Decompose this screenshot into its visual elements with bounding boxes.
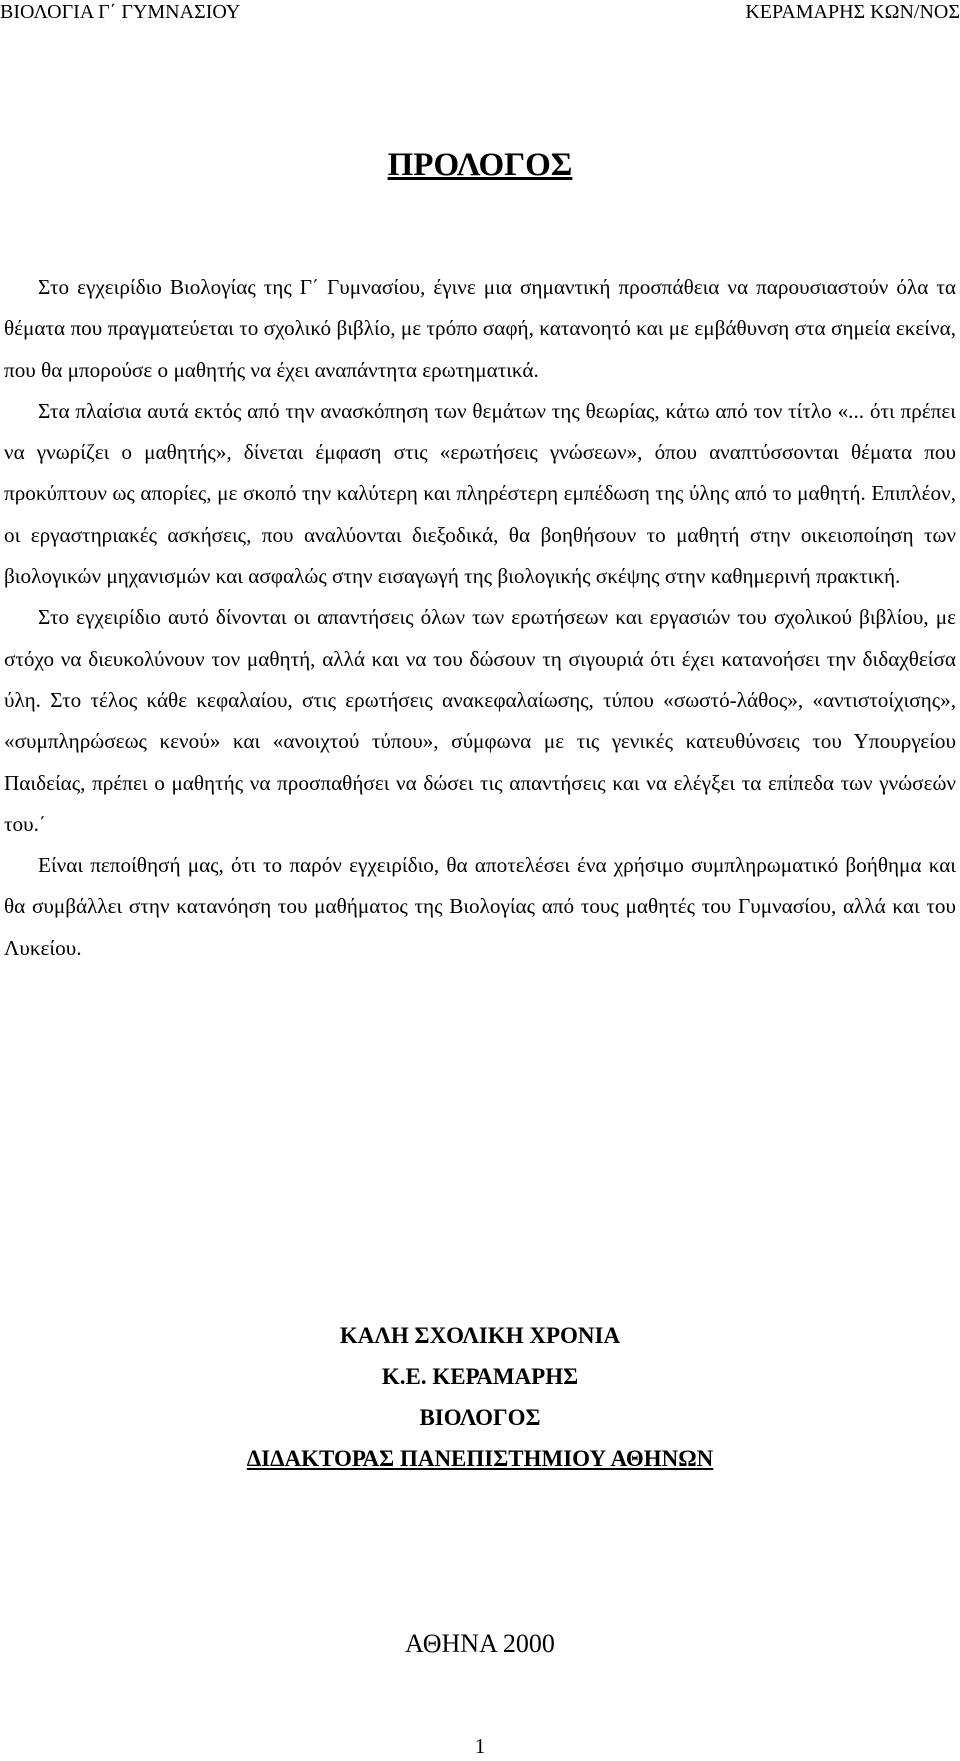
signature-block <box>0 1315 960 1479</box>
paragraph-2: Στα πλαίσια αυτά εκτός από την ανασκόπηση των θεμάτων της θεωρίας, κάτω από τον τίτλο «... ότι πρέπει να γνωρίζει ο μαθητής», δίνεται έμφαση στις «ερωτήσεις γνώσεων», όπου αναπτύσσονται θέματα που προκύπτουν ως απορίες, με σκοπό την καλύτερη και πληρέστερη εμπέδωση της ύλης από το μαθητή. Επιπλέον, οι εργαστηριακές ασκήσεις, που αναλύονται διεξοδικά, θα βοηθήσουν το μαθητή στην οικειοποίηση των βιολογικών μηχανισμών και ασφαλώς στην εισαγωγή της βιολογικής σκέψης στην καθημερινή πρακτική. <box>4 398 956 589</box>
header-subject: ΒΙΟΛΟΓΙΑ Γ΄ ΓΥΜΝΑΣΙΟΥ <box>0 1 241 23</box>
author-name: Κ.Ε. ΚΕΡΑΜΑΡΗΣ <box>381 1364 579 1389</box>
page-number: 1 <box>474 1734 486 1758</box>
header-author: ΚΕΡΑΜΑΡΗΣ ΚΩΝ/ΝΟΣ <box>745 1 960 23</box>
paragraph-3: Στο εγχειρίδιο αυτό δίνονται οι απαντήσεις όλων των ερωτήσεων και εργασιών του σχολικού βιβλίου, με στόχο να διευκολύνουν τον μαθητή, αλλά και να του δώσουν τη σιγουριά ότι έχει κατανοήσει την διδαχθείσα ύλη. Στο τέλος κάθε κεφαλαίου, στις ερωτήσεις ανακεφαλαίωσης, τύπου «σωστό-λάθος», «αντιστοίχισης», «συμπληρώσεως κενού» και «ανοιχτού τύπου», σύμφωνα με τις γενικές κατευθύνσεις του Υπουργείου Παιδείας, πρέπει ο μαθητής να προσπαθήσει να δώσει τις απαντήσεις και να ελέγξει τα επίπεδα των γνώσεών του.΄ <box>4 605 956 836</box>
author-degree: ΔΙΔΑΚΤΟΡΑΣ ΠΑΝΕΠΙΣΤΗΜΙΟΥ ΑΘΗΝΩΝ <box>246 1446 714 1471</box>
paragraph-4: Είναι πεποίθησή μας, ότι το παρόν εγχειρίδιο, θα αποτελέσει ένα χρήσιμο συμπληρωματικό βοήθημα και θα συμβάλλει στην κατανόηση του μαθήματος της Βιολογίας από τους μαθητές του Γυμνασίου, αλλά και του Λυκείου. <box>4 853 956 960</box>
place-date: ΑΘΗΝΑ 2000 <box>405 1629 555 1658</box>
greeting-line: ΚΑΛΗ ΣΧΟΛΙΚΗ ΧΡΟΝΙΑ <box>339 1323 621 1348</box>
page-title: ΠΡΟΛΟΓΟΣ <box>387 147 573 183</box>
author-profession: ΒΙΟΛΟΓΟΣ <box>419 1405 541 1430</box>
preface-body <box>4 267 956 969</box>
paragraph-1: Στο εγχειρίδιο Βιολογίας της Γ΄ Γυμνασίου, έγινε μια σημαντική προσπάθεια να παρουσιαστούν όλα τα θέματα που πραγματεύεται το σχολικό βιβλίο, με τρόπο σαφή, κατανοητό και με εμβάθυνση στα σημεία εκείνα, που θα μπορούσε ο μαθητής να έχει αναπάντητα ερωτηματικά. <box>4 275 956 382</box>
running-header <box>0 0 960 28</box>
